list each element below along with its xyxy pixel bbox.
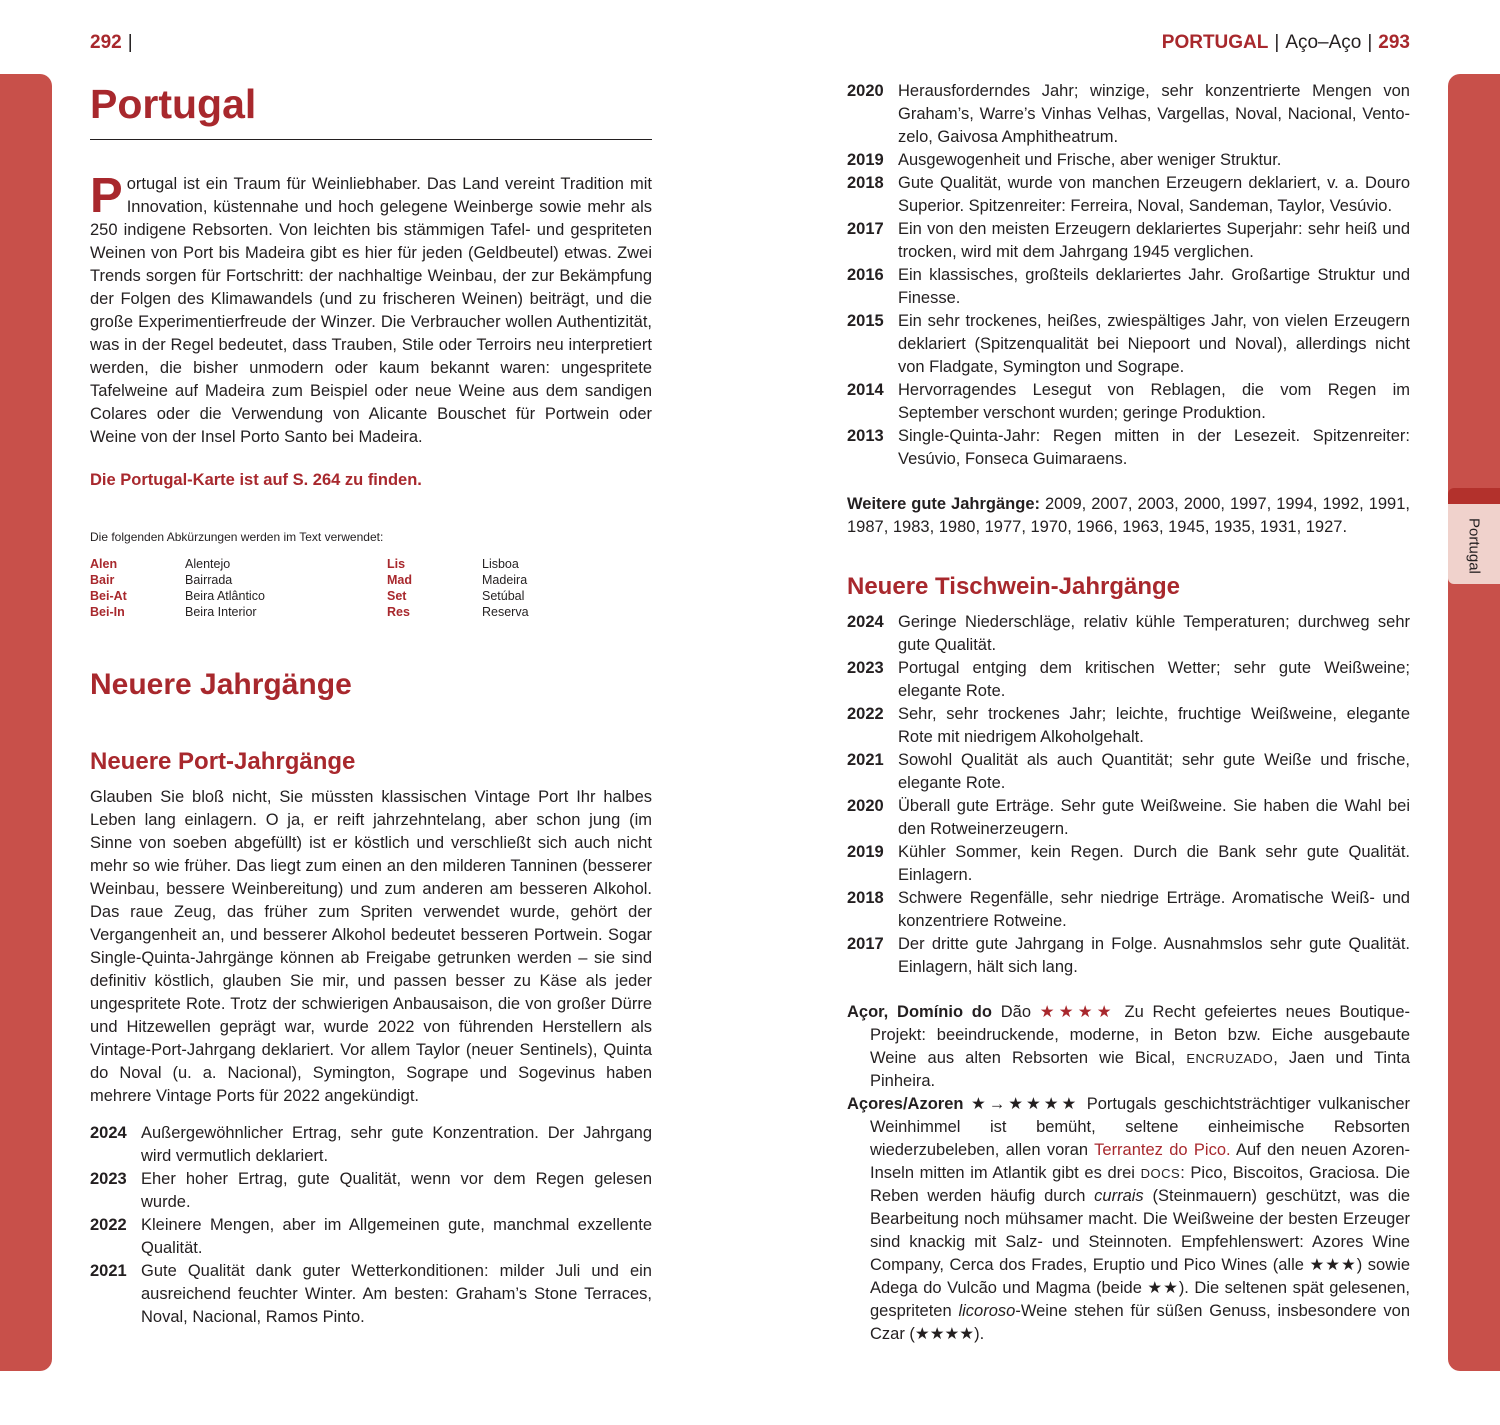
vintage-year: 2024 [847,613,884,631]
vintage-year: 2019 [847,843,884,861]
vintage-row [847,887,1410,933]
abbr-name: Beira Interior [185,605,257,620]
vintage-text: Überall gute Erträge. Sehr gute Weißweine. Sie haben die Wahl bei den Rotweinerzeugern. [898,797,1410,838]
vintage-year: 2023 [847,659,884,677]
abbr-code: Alen [90,557,118,572]
docs-abbr: DOCS [1140,1166,1181,1181]
right-page-header: PORTUGAL | Aço–Aço | 293 [1161,32,1410,53]
producer-name: Açor, Domínio do [847,1003,992,1021]
vintage-text: Sehr, sehr trockenes Jahr; leichte, fruchtige Weißweine, elegante Rote mit niedrigem Alkoholgehalt. [898,705,1410,746]
vintage-year: 2019 [847,151,884,169]
right-page [847,80,1410,1346]
abbr-code: Mad [387,573,412,588]
vintage-year: 2018 [847,174,884,192]
vintage-year: 2015 [847,312,884,330]
section-heading: Neuere Jahrgänge [90,668,352,702]
vintage-row [847,172,1410,218]
producer-entry: Açor, Domínio do Dão ★★★★ Zu Recht gefeiertes neues Boutique-Projekt: beeindruckende, moderne, in Beton bzw. Eiche ausgebaute Weine aus alten Rebsorten wie Bical, ENCRUZADO, Jaen und Tinta Pinheira. [847,1003,1411,1090]
vintage-text: Hervorragendes Lesegut von Reblagen, die vom Regen im September verschont wurden; geringe Produktion. [898,381,1410,422]
rating-stars: ★→★★★★ [963,1095,1087,1113]
left-page-header: 292 | [90,32,133,53]
vintage-year: 2017 [847,220,884,238]
vintage-year: 2018 [847,889,884,907]
vintage-row [847,425,1410,471]
vintage-year: 2022 [847,705,884,723]
abbr-code: Bei-In [90,605,125,620]
abbr-name: Beira Atlântico [185,589,265,604]
more-vintages-years: 2009, 2007, 2003, 2000, 1997, 1994, 1992, 1991, 1987, 1983, 1980, 1977, 1970, 1966, 1963, 1945, 1935, 1931, 1927. [847,495,1410,536]
vintage-year: 2017 [847,935,884,953]
abbr-name: Bairrada [185,573,233,588]
left-edge-tab [0,74,52,1371]
abbr-name: Lisboa [482,557,519,572]
vintage-row [847,795,1410,841]
abbreviations-table [90,556,652,620]
abbr-code: Lis [387,557,406,572]
port-vintage-list [90,1122,652,1329]
vintage-year: 2024 [90,1124,127,1143]
vintage-row [847,611,1410,657]
vintage-row [90,1260,652,1329]
vintage-year: 2014 [847,381,884,399]
abbr-name: Alentejo [185,557,231,572]
producer-name: Açores/Azoren [847,1095,964,1113]
cross-reference-link[interactable]: Terrantez do Pico. [1094,1141,1231,1159]
vintage-year: 2016 [847,266,884,284]
vintage-text: Gute Qualität dank guter Wetterkonditionen: milder Juli und ein ausreichend feuchter Winter. Am besten: Graham’s Stone Terraces, Noval, Nacional, Ramos Pinto. [141,1262,652,1327]
vintage-year: 2021 [90,1262,127,1281]
vintage-text: Ein klassisches, großteils deklariertes Jahr. Großartige Struktur und Finesse. [898,266,1410,307]
vintage-text: Der dritte gute Jahrgang in Folge. Ausnahmslos sehr gute Qualität. Einlagern, hält sich lang. [898,935,1410,976]
abbr-name: Madeira [482,573,528,588]
chapter-marker-label: Portugal [1465,518,1483,574]
vintage-row [847,657,1410,703]
rating-stars: ★★★★ [1039,1003,1116,1021]
vintage-text: Ein sehr trockenes, heißes, zwiespältiges Jahr, von vielen Erzeugern deklariert (Spitzenqualität bei Niepoort und Noval), allerdings nicht von Fladgate, Symington und Sogrape. [898,312,1410,376]
vintage-row [847,149,1410,172]
port-vintages-heading: Neuere Port-Jahrgänge [90,748,356,776]
vintage-text: Herausforderndes Jahr; winzige, sehr konzentrierte Mengen von Graham’s, Warre’s Vinhas Velhas, Vargellas, Noval, Nacional, Ventozelo, Gaivosa Amphitheatrum. [898,82,1410,146]
vintage-year: 2013 [847,427,884,445]
producer-region: Dão [991,1003,1040,1021]
vintage-row [847,379,1410,425]
vintage-year: 2021 [847,751,884,769]
more-vintages [847,493,1410,539]
vintage-row [847,933,1410,979]
running-head-country: PORTUGAL [1161,32,1269,53]
right-page-number: 293 [1378,32,1410,53]
vintage-text: Ausgewogenheit und Frische, aber weniger Struktur. [898,151,1282,169]
vintage-row [847,703,1410,749]
vintage-row [847,264,1410,310]
vintage-row [90,1168,652,1214]
abbr-code: Bair [90,573,115,588]
vintage-row [847,218,1410,264]
vintage-row [847,841,1410,887]
vintage-text: Single-Quinta-Jahr: Regen mitten in der Lesezeit. Spitzenreiter: Vesúvio, Fonseca Guimaraens. [898,427,1410,468]
vintage-text: Außergewöhnlicher Ertrag, sehr gute Konzentration. Der Jahrgang wird vermutlich deklariert. [141,1124,652,1166]
producer-entry: Açores/Azoren ★→★★★★ Portugals geschichtsträchtiger vulkanischer Weinhimmel ist bemüht, seltene einheimische Rebsorten wiederzubeleben, allen voran Terrantez do Pico. Auf den neuen Azoren-Inseln mitten im Atlantik gibt es drei DOCS: Pico, Biscoitos, Graciosa. Die Reben werden häufig durch currais (Steinmauern) geschützt, was die Bearbeitung noch mühsamer macht. Die Weißweine der besten Erzeuger sind knackig mit Salz- und Steinnoten. Empfehlenswert: Azores Wine Company, Cerca dos Frades, Eruptio und Pico Wines (alle ★★★) sowie Adega do Vulcão und Magma (beide ★★). Die seltenen spät gelesenen, gespriteten licoroso-Weine stehen für süßen Genuss, insbesondere von Czar (★★★★). [847,1095,1411,1343]
vintage-text: Ein von den meisten Erzeugern deklariertes Superjahr: sehr heiß und trocken, wird mit dem Jahrgang 1945 verglichen. [898,220,1410,261]
abbr-code: Res [387,605,410,620]
vintage-text: Gute Qualität, wurde von manchen Erzeugern deklariert, v. a. Douro Superior. Spitzenreiter: Ferreira, Noval, Sandeman, Taylor, Vesúvio. [898,174,1410,215]
intro-paragraph: Portugal ist ein Traum für Weinliebhaber. Das Land vereint Tradition mit Innovation, küstennahe und hoch gelegene Weinberge sowie mehr als 250 indigene Rebsorten. Von leichten bis stämmigen Tafel- und gespriteten Weinen von Port bis Madeira gibt es hier für jeden (Geldbeutel) etwas. Zwei Trends sorgen für Fortschritt: der nachhaltige Weinbau, der zur Bekämpfung der Folgen des Klimawandels (und zu frischeren Weinen) beiträgt, und die große Experimentierfreude der Winzer. Die Verbraucher wollen Authentizität, was in der Regel bedeutet, dass Trauben, Stile oder Terroirs neu interpretiert werden, die bisher unmodern oder kaum bekannt waren: ungespritete Tafelweine auf Madeira zum Beispiel oder neue Weine aus dem sandigen Colares oder die Verwendung von Alicante Bouschet für Portwein oder Weine von der Insel Porto Santo bei Madeira. [90,169,652,447]
more-vintages-label: Weitere gute Jahrgänge: [847,495,1040,513]
vintage-text: Kühler Sommer, kein Regen. Durch die Bank sehr gute Qualität. Einlagern. [898,843,1410,884]
vintage-text: Portugal entging dem kritischen Wetter; sehr gute Weißweine; elegante Rote. [898,659,1410,700]
vintage-year: 2020 [847,797,884,815]
left-page-number: 292 [90,32,122,53]
producer-entries [847,1001,1410,1346]
abbr-code: Bei-At [90,589,127,604]
grape-name: ENCRUZADO [1186,1051,1274,1066]
vintage-row [90,1122,652,1168]
vintage-text: Eher hoher Ertrag, gute Qualität, wenn vor dem Regen gelesen wurde. [141,1170,652,1212]
term-currais: currais [1094,1187,1144,1205]
page-title: Portugal [90,80,652,140]
vintage-text: Kleinere Mengen, aber im Allgemeinen gute, manchmal exzellente Qualität. [141,1216,652,1258]
left-page [90,80,652,1329]
vintage-text: Schwere Regenfälle, sehr niedrige Erträge. Aromatische Weiß- und konzentriere Rotweine. [898,889,1410,930]
vintage-row [90,1214,652,1260]
vintage-text: Geringe Niederschläge, relativ kühle Temperaturen; durchweg sehr gute Qualität. [898,613,1410,654]
port-vintage-list-continued [847,80,1410,471]
abbr-name: Setúbal [482,589,525,604]
abbr-name: Reserva [482,605,529,620]
vintage-year: 2022 [90,1216,127,1235]
abbreviations-intro: Die folgenden Abkürzungen werden im Text verwendet: [90,530,384,545]
vintage-text: Sowohl Qualität als auch Quantität; sehr gute Weiße und frische, elegante Rote. [898,751,1410,792]
table-wine-vintages-heading: Neuere Tischwein-Jahrgänge [847,573,1180,600]
vintage-year: 2020 [847,82,884,100]
vintage-row [847,749,1410,795]
term-licoroso: licoroso [958,1302,1016,1320]
running-head-range: Aço–Aço [1285,32,1362,53]
map-reference: Die Portugal-Karte ist auf S. 264 zu finden. [90,471,422,490]
vintage-year: 2023 [90,1170,127,1189]
abbr-code: Set [387,589,407,604]
vintage-row [847,80,1410,149]
table-wine-vintage-list [847,611,1410,979]
right-edge-tab [1448,74,1500,1371]
drop-cap: P [90,169,123,224]
port-paragraph: Glauben Sie bloß nicht, Sie müssten klassischen Vintage Port Ihr halbes Leben lang einlagern. O ja, er reift jahrzehntelang, aber schon jung (im Sinne von soeben abgefüllt) ist er köstlich und verschließt sich auch nicht mehr so wie früher. Das liegt zum einen an den milderen Tanninen (besserer Weinbau, bessere Weinbereitung) und zum anderen am besseren Alkohol. Das raue Zeug, das früher zum Spriten verwendet wurde, gehört der Vergangenheit an, und besserer Alkohol bedeutet besseren Portwein. Sogar Single-Quinta-Jahrgänge können ab Freigabe getrunken werden – sie sind definitiv köstlich, glauben Sie mir, und passen besser zu Käse als jeder ungespritete Rote. Trotz der schwierigen Anbausaison, die von großer Dürre und Hitzewellen geprägt war, wurde 2022 von führenden Herstellern als Vintage-Port-Jahrgang deklariert. Vor allem Taylor (neuer Sentinels), Quinta do Noval (u. a. Nacional), Symington, Sogrape und Sogevinus haben mehrere Vintage Ports für 2022 angekündigt. [90,788,652,1106]
vintage-row [847,310,1410,379]
